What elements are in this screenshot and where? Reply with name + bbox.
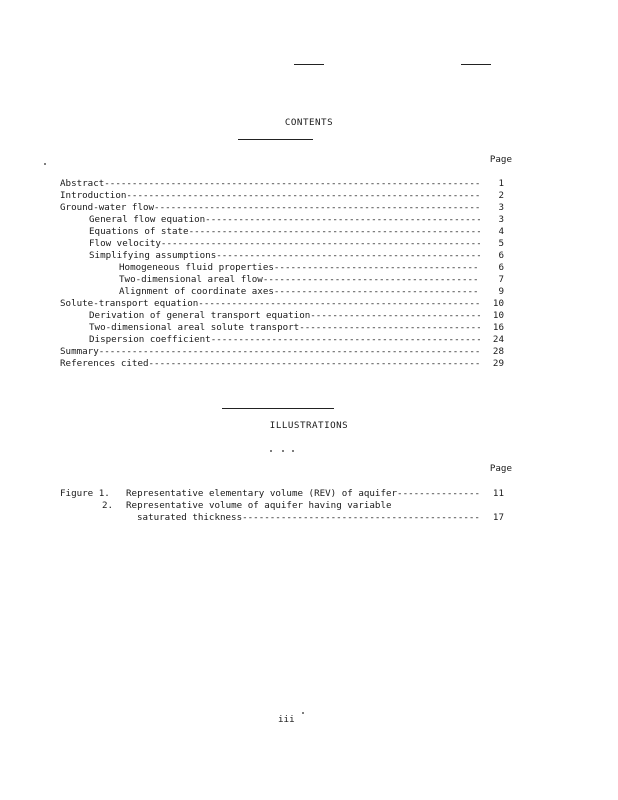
toc-entry[interactable] <box>60 298 480 310</box>
toc-entry-title: Alignment of coordinate axes <box>119 286 274 297</box>
toc-entry[interactable] <box>60 178 480 190</box>
toc-entry-page: 7 <box>498 274 504 285</box>
toc-entry-title: Ground-water flow <box>60 202 155 213</box>
toc-entry-title: Two-dimensional areal solute transport <box>89 322 300 333</box>
leader-dots <box>126 190 480 202</box>
toc-entry-page: 5 <box>498 238 504 249</box>
header-rule-left <box>294 64 324 65</box>
toc-entry[interactable] <box>60 190 480 202</box>
toc-entry[interactable] <box>60 202 480 214</box>
figure1-label: Figure 1. <box>60 488 110 499</box>
toc-entry-title: Homogeneous fluid properties <box>119 262 274 273</box>
contents-page-label: Page <box>489 154 512 165</box>
heading-mark-dot <box>270 450 272 452</box>
toc-entry-page: 3 <box>498 202 504 213</box>
page-number: iii <box>278 714 295 725</box>
toc-entry-title: Derivation of general transport equation <box>89 310 311 321</box>
toc-entry[interactable] <box>89 250 480 262</box>
leader-dots <box>274 262 480 274</box>
figure1-title: Representative elementary volume (REV) of aquifer <box>126 488 398 499</box>
toc-entry[interactable] <box>60 346 480 358</box>
figure2-page: 17 <box>492 512 504 523</box>
toc-entry-page: 29 <box>492 358 504 369</box>
figure2-entry[interactable] <box>137 512 480 524</box>
toc-entry[interactable] <box>89 322 480 334</box>
toc-entry-page: 16 <box>492 322 504 333</box>
leader-dots <box>299 322 480 334</box>
leader-dots <box>104 178 480 190</box>
toc-entry[interactable] <box>89 334 480 346</box>
toc-entry-title: Two-dimensional areal flow <box>119 274 263 285</box>
figure2-label: 2. <box>102 500 114 511</box>
leader-dots <box>99 346 480 358</box>
figure1-entry[interactable] <box>126 488 480 500</box>
leader-dots <box>397 488 480 500</box>
leader-dots <box>189 226 480 238</box>
toc-entry[interactable] <box>89 310 480 322</box>
illustrations-page-label: Page <box>489 463 512 474</box>
margin-dot <box>302 712 304 714</box>
leader-dots <box>149 358 480 370</box>
toc-entry-title: General flow equation <box>89 214 206 225</box>
section-separator-rule <box>222 408 334 409</box>
toc-entry-page: 3 <box>498 214 504 225</box>
toc-entry-page: 6 <box>498 262 504 273</box>
toc-entry[interactable] <box>89 214 480 226</box>
toc-entry-title: Summary <box>60 346 99 357</box>
margin-dot <box>44 163 46 165</box>
leader-dots <box>211 334 480 346</box>
leader-dots <box>274 286 480 298</box>
toc-entry[interactable] <box>119 262 480 274</box>
toc-entry[interactable] <box>89 226 480 238</box>
toc-entry-page: 10 <box>492 298 504 309</box>
contents-heading-rule <box>238 139 313 140</box>
toc-entry-title: Equations of state <box>89 226 189 237</box>
illustrations-heading: ILLUSTRATIONS <box>269 420 349 431</box>
toc-entry[interactable] <box>119 274 480 286</box>
figure2-title-line2: saturated thickness <box>137 512 243 523</box>
toc-entry[interactable] <box>119 286 480 298</box>
toc-entry[interactable] <box>89 238 480 250</box>
leader-dots <box>242 512 480 524</box>
leader-dots <box>310 310 480 322</box>
leader-dots <box>154 202 480 214</box>
toc-entry-page: 2 <box>498 190 504 201</box>
toc-entry-title: Dispersion coefficient <box>89 334 211 345</box>
toc-entry[interactable] <box>60 358 480 370</box>
heading-mark-dot <box>282 450 284 452</box>
heading-mark-dot <box>292 450 294 452</box>
toc-entry-page: 24 <box>492 334 504 345</box>
toc-entry-page: 6 <box>498 250 504 261</box>
toc-entry-title: Flow velocity <box>89 238 161 249</box>
toc-entry-page: 10 <box>492 310 504 321</box>
toc-entry-page: 1 <box>498 178 504 189</box>
leader-dots <box>263 274 480 286</box>
leader-dots <box>161 238 480 250</box>
toc-entry-title: Simplifying assumptions <box>89 250 217 261</box>
toc-entry-title: Introduction <box>60 190 127 201</box>
leader-dots <box>198 298 480 310</box>
figure1-page: 11 <box>492 488 504 499</box>
toc-entry-page: 4 <box>498 226 504 237</box>
leader-dots <box>216 250 480 262</box>
figure2-title-line1: Representative volume of aquifer having variable <box>126 500 392 511</box>
toc-entry-page: 9 <box>498 286 504 297</box>
toc-entry-title: Abstract <box>60 178 105 189</box>
contents-heading: CONTENTS <box>284 117 334 128</box>
toc-entry-title: Solute-transport equation <box>60 298 199 309</box>
leader-dots <box>205 214 480 226</box>
toc-entry-title: References cited <box>60 358 149 369</box>
toc-entry-page: 28 <box>492 346 504 357</box>
header-rule-right <box>461 64 491 65</box>
